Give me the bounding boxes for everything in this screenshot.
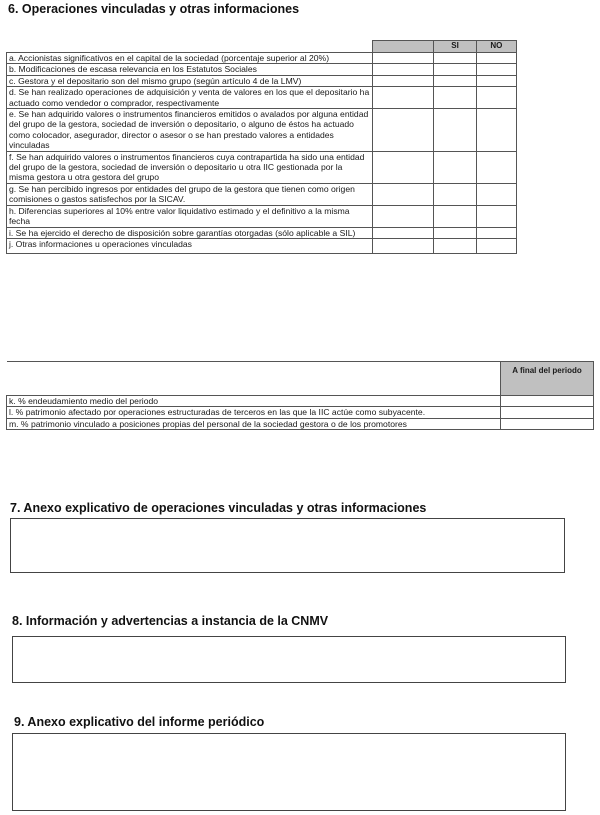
cell-blank[interactable] — [372, 64, 434, 75]
cell-no[interactable] — [476, 75, 516, 86]
table-row — [7, 183, 517, 205]
table-row — [7, 151, 517, 183]
table-row — [7, 418, 594, 429]
cell-blank[interactable] — [372, 151, 434, 183]
header-col-blank — [372, 41, 434, 53]
row-label-d: d. Se han realizado operaciones de adquisición y venta de valores en los que el depositario ha actuado como vendedor o comprador, respectivamente — [7, 87, 373, 109]
cell-no[interactable] — [476, 64, 516, 75]
cell-si[interactable] — [434, 151, 476, 183]
row-label-e: e. Se han adquirido valores o instrumentos financieros emitidos o avalados por alguna entidad del grupo de la gestora, sociedad de inversión o depositario, o alguno de éstos ha actuado como colocador, asegurador, director o asesor o se han prestado valores a entidades vinculadas — [7, 109, 373, 152]
cell-no[interactable] — [476, 227, 516, 238]
related-operations-table — [6, 40, 517, 254]
cell-no[interactable] — [476, 183, 516, 205]
cell-blank[interactable] — [372, 87, 434, 109]
cell-si[interactable] — [434, 109, 476, 152]
cell-si[interactable] — [434, 183, 476, 205]
header-blank — [7, 362, 501, 396]
row-label-m: m. % patrimonio vinculado a posiciones propias del personal de la sociedad gestora o de los promotores — [7, 418, 501, 429]
cell-si[interactable] — [434, 75, 476, 86]
row-label-b: b. Modificaciones de escasa relevancia en los Estatutos Sociales — [7, 64, 373, 75]
table-header-row — [7, 41, 517, 53]
cell-si[interactable] — [434, 87, 476, 109]
header-no: NO — [476, 41, 516, 53]
cell-si[interactable] — [434, 205, 476, 227]
row-label-i: i. Se ha ejercido el derecho de disposición sobre garantías otorgadas (sólo aplicable a SIL) — [7, 227, 373, 238]
cell-no[interactable] — [476, 109, 516, 152]
row-label-k: k. % endeudamiento medio del periodo — [7, 396, 501, 407]
section-7-textbox[interactable] — [10, 518, 565, 573]
table-row — [7, 238, 517, 253]
header-period-end: A final del periodo — [501, 362, 594, 396]
cell-si[interactable] — [434, 238, 476, 253]
table-row — [7, 75, 517, 86]
header-si: SI — [434, 41, 476, 53]
row-label-g: g. Se han percibido ingresos por entidades del grupo de la gestora que tienen como origen comisiones o gastos satisfechos por la SICAV. — [7, 183, 373, 205]
section-9-textbox[interactable] — [12, 733, 566, 811]
section-6-title: 6. Operaciones vinculadas y otras informaciones — [8, 2, 300, 16]
table-row — [7, 227, 517, 238]
cell-value[interactable] — [501, 396, 594, 407]
cell-blank[interactable] — [372, 227, 434, 238]
table-row — [7, 87, 517, 109]
cell-no[interactable] — [476, 87, 516, 109]
table-row — [7, 396, 594, 407]
cell-blank[interactable] — [372, 53, 434, 64]
row-label-h: h. Diferencias superiores al 10% entre valor liquidativo estimado y el definitivo a la misma fecha — [7, 205, 373, 227]
period-end-table — [6, 361, 594, 430]
cell-value[interactable] — [501, 407, 594, 418]
cell-no[interactable] — [476, 238, 516, 253]
cell-value[interactable] — [501, 418, 594, 429]
cell-blank[interactable] — [372, 205, 434, 227]
section-7-title: 7. Anexo explicativo de operaciones vinculadas y otras informaciones — [10, 501, 427, 515]
cell-si[interactable] — [434, 64, 476, 75]
cell-no[interactable] — [476, 205, 516, 227]
cell-blank[interactable] — [372, 109, 434, 152]
cell-si[interactable] — [434, 227, 476, 238]
row-label-c: c. Gestora y el depositario son del mismo grupo (según artículo 4 de la LMV) — [7, 75, 373, 86]
row-label-l: l. % patrimonio afectado por operaciones estructuradas de terceros en las que la IIC actúe como subyacente. — [7, 407, 501, 418]
cell-no[interactable] — [476, 53, 516, 64]
cell-si[interactable] — [434, 53, 476, 64]
row-label-f: f. Se han adquirido valores o instrumentos financieros cuya contrapartida ha sido una entidad del grupo de la gestora, sociedad de inversión o depositario u otra IIC gestionada por la misma gestora u otra gestora del grupo — [7, 151, 373, 183]
table-row — [7, 407, 594, 418]
row-label-a: a. Accionistas significativos en el capital de la sociedad (porcentaje superior al 20%) — [7, 53, 373, 64]
cell-blank[interactable] — [372, 75, 434, 86]
cell-blank[interactable] — [372, 183, 434, 205]
table-header-row — [7, 362, 594, 396]
table-row — [7, 53, 517, 64]
section-9-title: 9. Anexo explicativo del informe periódico — [14, 715, 265, 729]
cell-no[interactable] — [476, 151, 516, 183]
table-row — [7, 205, 517, 227]
row-label-j: j. Otras informaciones u operaciones vinculadas — [7, 238, 373, 253]
table-row — [7, 64, 517, 75]
section-8-textbox[interactable] — [12, 636, 566, 683]
table-row — [7, 109, 517, 152]
cell-blank[interactable] — [372, 238, 434, 253]
header-blank — [7, 41, 373, 53]
section-8-title: 8. Información y advertencias a instancia de la CNMV — [12, 614, 329, 628]
